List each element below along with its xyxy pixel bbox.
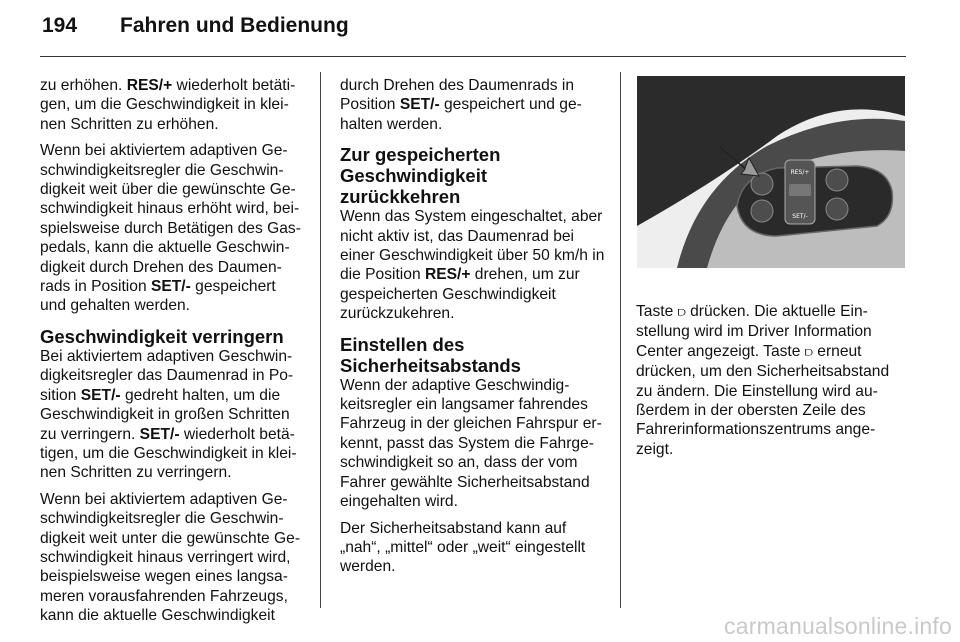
column-3 [636, 302, 906, 466]
section-heading: Geschwindigkeit verringern [40, 325, 284, 347]
steering-wheel-illustration [637, 76, 905, 268]
column-1 [40, 76, 306, 633]
header-rule [40, 56, 906, 57]
page-header [42, 14, 349, 38]
paragraph: Der Sicherheitsabstand kann auf „nah“, „mittel“ oder „weit“ eingestellt werden. [340, 519, 586, 576]
distance-button-icon: ⫐ [804, 343, 813, 360]
set-label: SET/- [792, 213, 808, 220]
page-number: 194 [42, 14, 78, 37]
column-divider-2 [620, 72, 621, 608]
column-2 [340, 76, 606, 584]
section-heading: Zur gespeicherten Geschwindigkeit zurückkehren [340, 144, 501, 208]
distance-button-icon: ⫐ [677, 304, 686, 320]
paragraph: Wenn der adaptive Geschwindigkeitsregler ein langsamer fahrendes Fahrzeug in der gleichen Fahrspur erkennt, passt das System die Fahrgeschwindigkeit so an, dass der vom Fahrer gewählte Sicherheitsabstand eingehalten wird. [340, 376, 602, 511]
column-divider-1 [320, 72, 321, 608]
paragraph: durch Drehen des Daumenrads in Position SET/- gespeichert und gehalten werden. [340, 77, 582, 133]
paragraph: Bei aktiviertem adaptiven Geschwindigkeitsregler das Daumenrad in Position SET/- gedreht halten, um die Geschwindigkeit in großen Schritten zu verringern. SET/- wiederholt betätigen, um die Geschwindigkeit in kleinen Schritten zu verringern. [40, 347, 297, 482]
steering-wheel-svg [637, 76, 905, 268]
paragraph: zu erhöhen. RES/+ wiederholt betätigen, um die Geschwindigkeit in kleinen Schritten zu erhöhen. [40, 77, 296, 133]
section-heading: Einstellen des Sicherheitsabstands [340, 333, 521, 376]
paragraph: Wenn das System eingeschaltet, aber nicht aktiv ist, das Daumenrad bei einer Geschwindigkeit über 50 km/h in die Position RES/+ drehen, um zur gespeicherten Geschwindigkeit zurückzukehren. [340, 208, 605, 323]
res-label: RES/+ [790, 169, 810, 176]
watermark: carmanualsonline.info [724, 613, 952, 639]
paragraph: Wenn bei aktiviertem adaptiven Geschwindigkeitsregler die Geschwindigkeit weit unter die gewünschte Geschwindigkeit hinaus verringert wird, beispielsweise wegen eines langsameren vorausfahrenden Fahrzeugs, kann die aktuelle Geschwindigkeit [40, 490, 301, 625]
paragraph: Taste ⫐ drücken. Die aktuelle Einstellung wird im Driver Information Center angezeigt. Taste ⫐ erneut drücken, um den Sicherheitsabstand zu ändern. Die Einstellung wird außerdem in der obersten Zeile des Fahrerinformationszentrums angezeigt. [636, 303, 890, 458]
page-title: Fahren und Bedienung [120, 14, 349, 37]
paragraph: Wenn bei aktiviertem adaptiven Geschwindigkeitsregler die Geschwindigkeit weit über die gewünschte Geschwindigkeit hinaus erhöht wird, beispielsweise durch Betätigen des Gaspedals, kann die aktuelle Geschwindigkeit durch Drehen des Daumenrads in Position SET/- gespeichert und gehalten werden. [40, 142, 301, 315]
